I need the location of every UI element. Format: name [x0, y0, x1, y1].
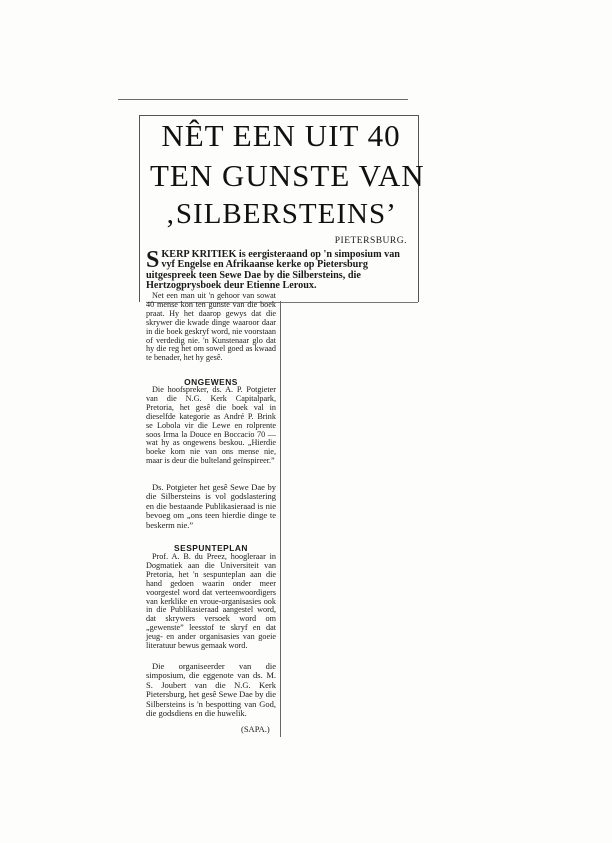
column-rule — [280, 301, 281, 737]
drop-cap: S — [146, 247, 160, 273]
paragraph-text: Prof. A. B. du Preez, hoogleraar in Dogmatiek aan die Universiteit van Pretoria, het 'n sespunteplan aan die hand gedoen waarin onder meer voorgestel word dat verteenwoordigers van kerklike en vroue-organisasies ook in die Publikasieraad aangestel word, dat skrywers versoek word om „gewenste” leesstof te skryf en dat jeug- en ander organisasies van goeie literatuur bewus gemaak word. — [146, 552, 276, 651]
body-paragraph-4 — [146, 553, 276, 651]
news-agency-credit: (SAPA.) — [241, 724, 270, 734]
headline-line-2: TEN GUNSTE VAN — [150, 158, 425, 193]
paragraph-text: Die organiseerder van die simposium, die eggenote van ds. M. S. Joubert van die N.G. Kerk Pietersburg, het gesê Sewe Dae by die Silbersteins is 'n bespotting van God, die godsdiens en die huwelik. — [146, 661, 276, 719]
subheading-sespunteplan: SESPUNTEPLAN — [174, 543, 248, 553]
body-paragraph-5 — [146, 662, 276, 718]
dateline: PIETERSBURG. — [334, 236, 407, 246]
body-paragraph-3 — [146, 483, 276, 530]
paragraph-text: Net een man uit 'n gehoor van sowat 40 mense kon ten gunste van die boek praat. Hy het daarop gewys dat die skrywer die kwade dinge waaroor daar in die boek geskryf word, nie voorstaan of verdedig nie. 'n Kunstenaar glo dat hy die reg het om sowel goed as kwaad te benader, het hy gesê. — [146, 291, 276, 363]
paragraph-text: Ds. Potgieter het gesê Sewe Dae by die Silbersteins is vol godslastering en die bestaande Publikasieraad is nie bevoeg om „ons teen hierdie dinge te beskerm nie.” — [146, 482, 276, 530]
body-paragraph-1 — [146, 292, 276, 363]
top-rule — [118, 99, 408, 100]
paragraph-text: Die hoofspreker, ds. A. P. Potgieter van die N.G. Kerk Capitalpark, Pretoria, het gesê die boek val in dieselfde kategorie as André P. Brink se Lobola vir die Lewe en rolprente soos Irma la Douce en Boccacio 70 — wat hy as ongewens beskou. „Hierdie boeke kom nie van ons mense nie, maar is deur die bulteland geïnspireer.” — [146, 385, 276, 466]
body-paragraph-2 — [146, 386, 276, 466]
lead-text: KERP KRITIEK is eergisteraand op 'n simposium van vyf Engelse en Afrikaanse kerke op Pietersburg uitgespreek teen Sewe Dae by die Silbersteins, die Hertzogprysboek deur Etienne Leroux. — [146, 249, 400, 292]
lead-paragraph — [146, 247, 412, 292]
subheading-ongewens: ONGEWENS — [184, 377, 238, 387]
headline-line-1: NÊT EEN UIT 40 — [161, 118, 401, 153]
headline-line-3: ‚SILBERSTEINS’ — [165, 198, 397, 230]
